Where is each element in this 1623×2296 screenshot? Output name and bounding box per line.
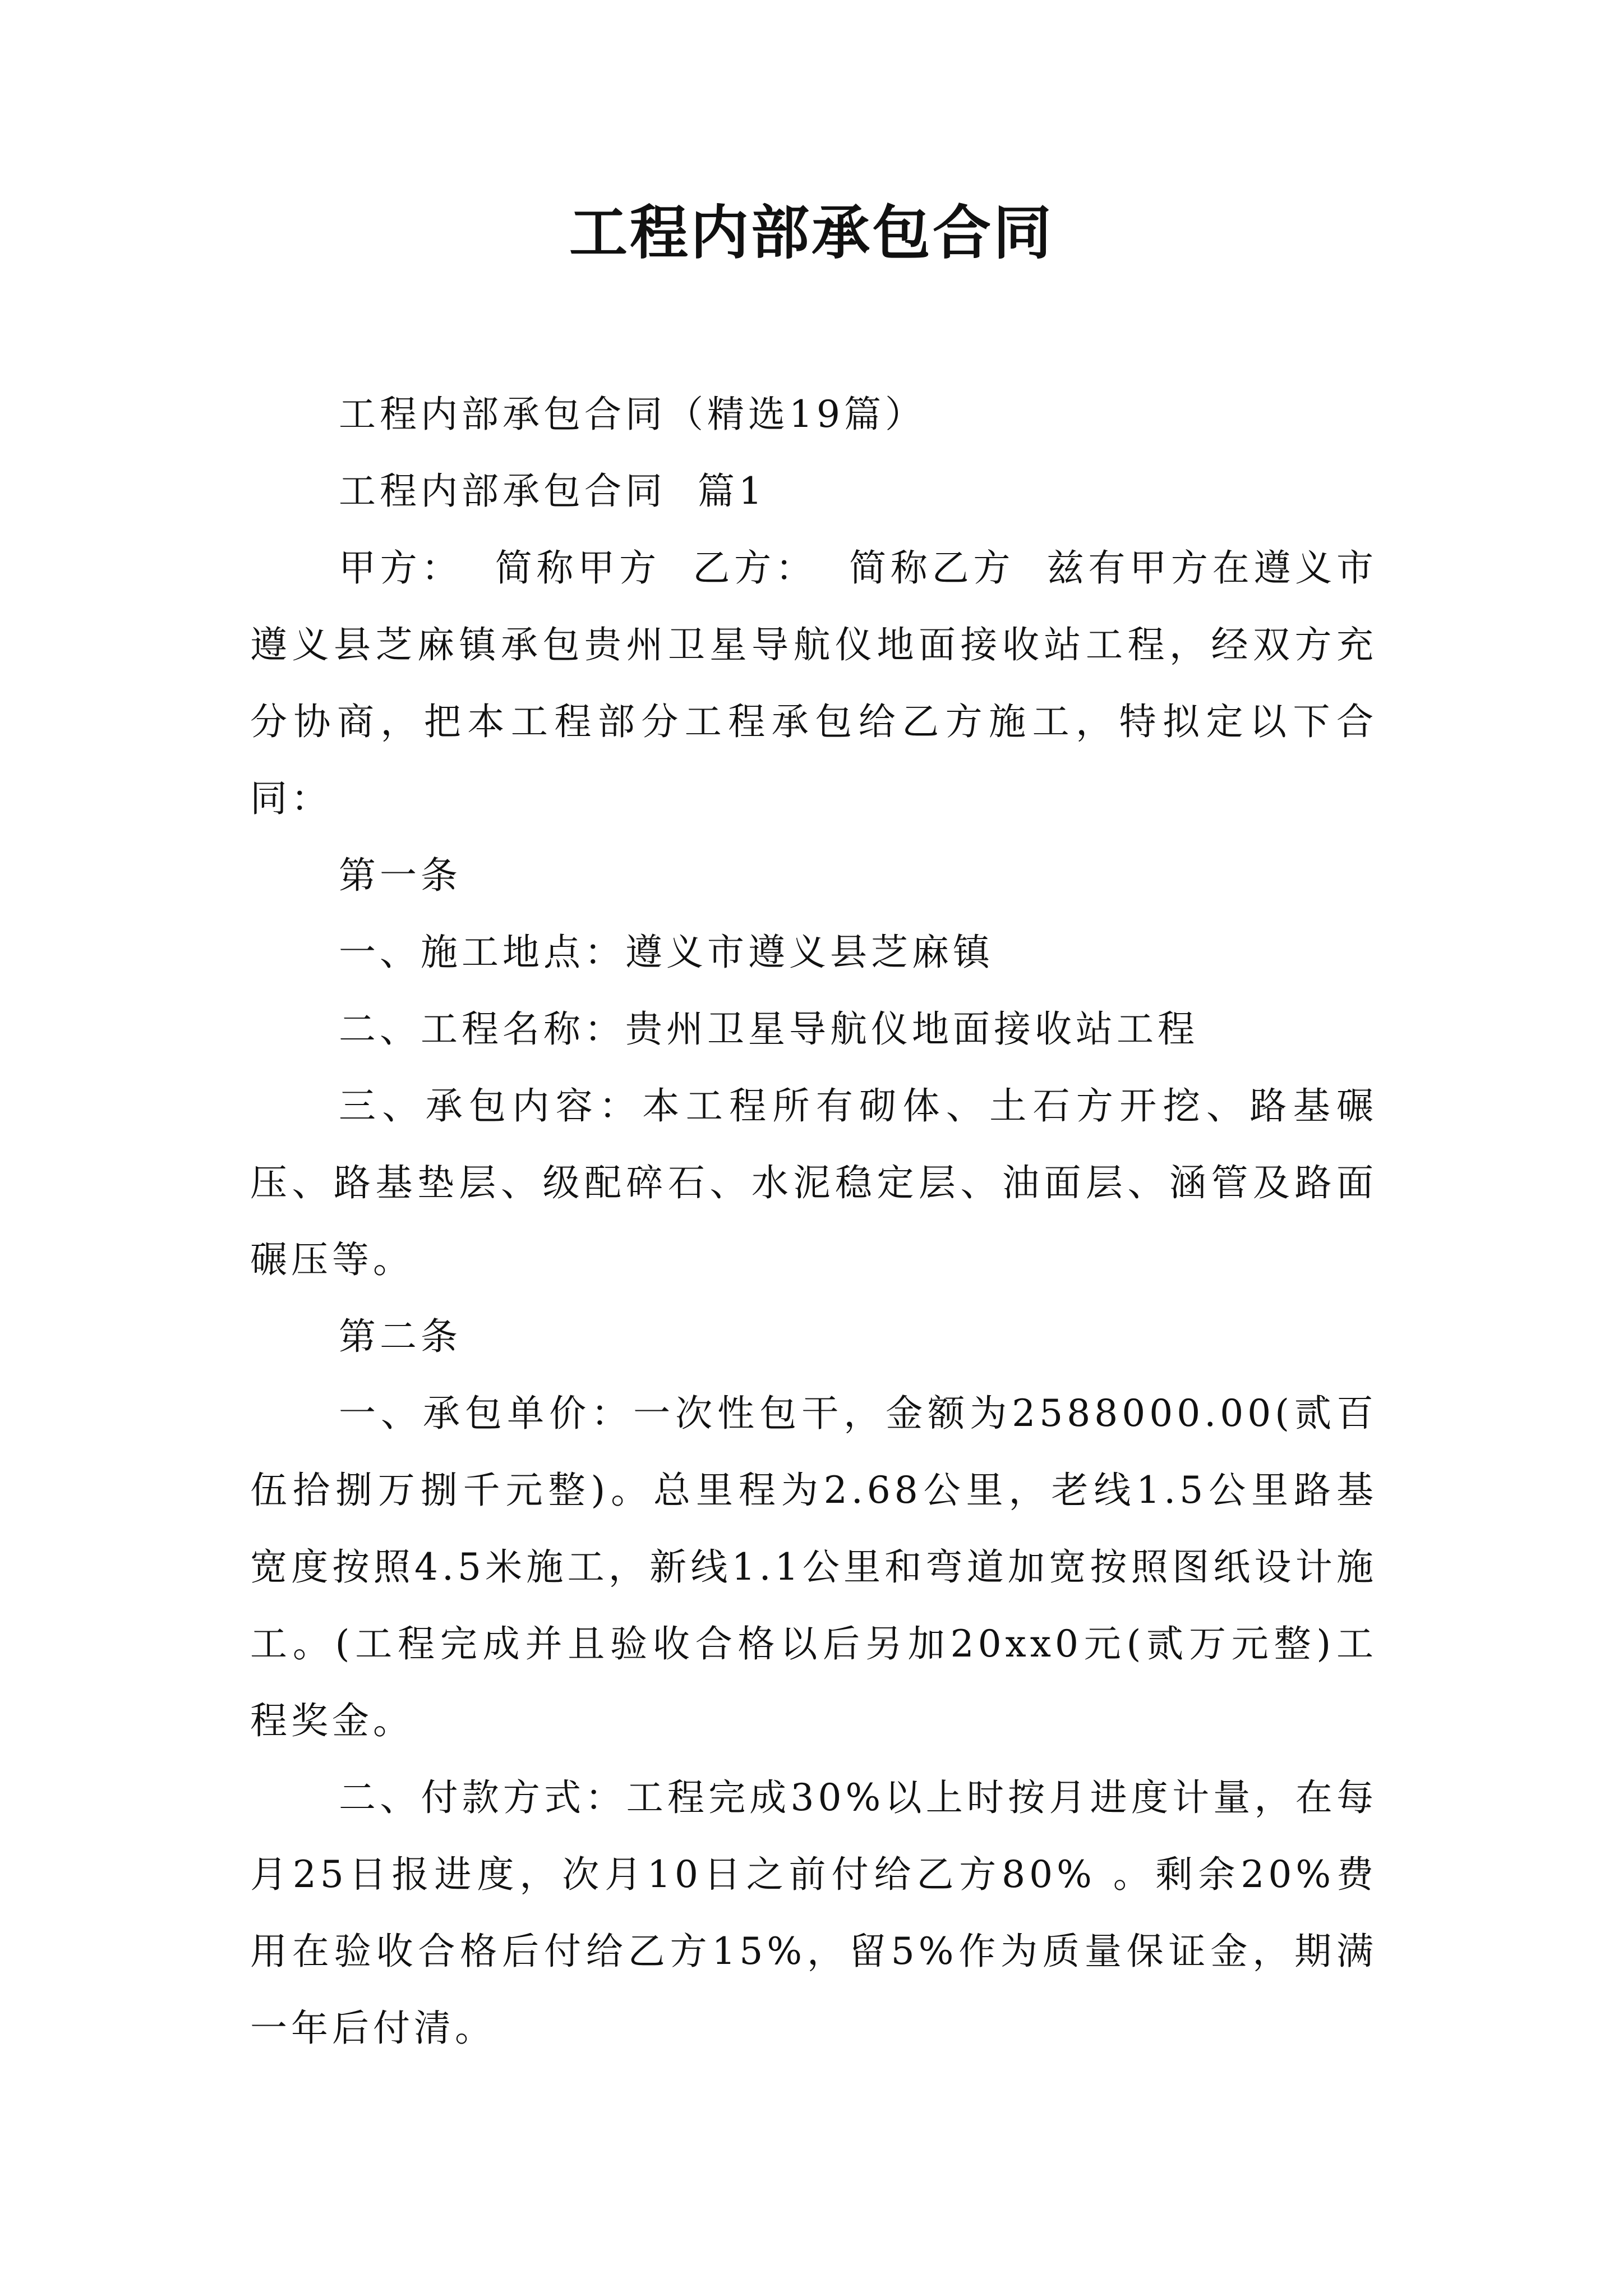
- paragraph-collection-title: 工程内部承包合同（精选19篇）: [339, 393, 926, 436]
- paragraph-project-name: 二、工程名称：贵州卫星导航仪地面接收站工程: [339, 1007, 1198, 1051]
- paragraph-article-2: 第二条: [339, 1315, 462, 1358]
- paragraph-location: 一、施工地点：遵义市遵义县芝麻镇: [339, 931, 994, 974]
- paragraph-unit-price: 一、承包单价：一次性包干，金额为2588000.00(贰百伍拾捌万捌千元整)。总里程为2.68公里，老线1.5公里路基宽度按照4.5米施工，新线1.1公里和弯道加宽按照图纸设计施工。(工程完成并且验收合格以后另加20xx0元(贰万元整)工程奖金。: [250, 1392, 1377, 1742]
- document-body: [250, 376, 1377, 2067]
- paragraph-payment: 二、付款方式：工程完成30%以上时按月进度计量，在每月25日报进度，次月10日之前付给乙方80% 。剩余20%费用在验收合格后付给乙方15%，留5%作为质量保证金，期满一年后付清。: [250, 1776, 1377, 2050]
- paragraph-scope: 三、承包内容：本工程所有砌体、土石方开挖、路基碾压、路基垫层、级配碎石、水泥稳定层、油面层、涵管及路面碾压等。: [250, 1084, 1377, 1281]
- document-title: 工程内部承包合同: [569, 198, 1054, 267]
- paragraph-section-heading: 工程内部承包合同 篇1: [339, 470, 766, 513]
- paragraph-parties: 甲方： 简称甲方 乙方： 简称乙方 兹有甲方在遵义市遵义县芝麻镇承包贵州卫星导航仪地面接收站工程，经双方充分协商，把本工程部分工程承包给乙方施工，特拟定以下合同：: [250, 546, 1377, 820]
- paragraph-article-1: 第一条: [339, 854, 462, 897]
